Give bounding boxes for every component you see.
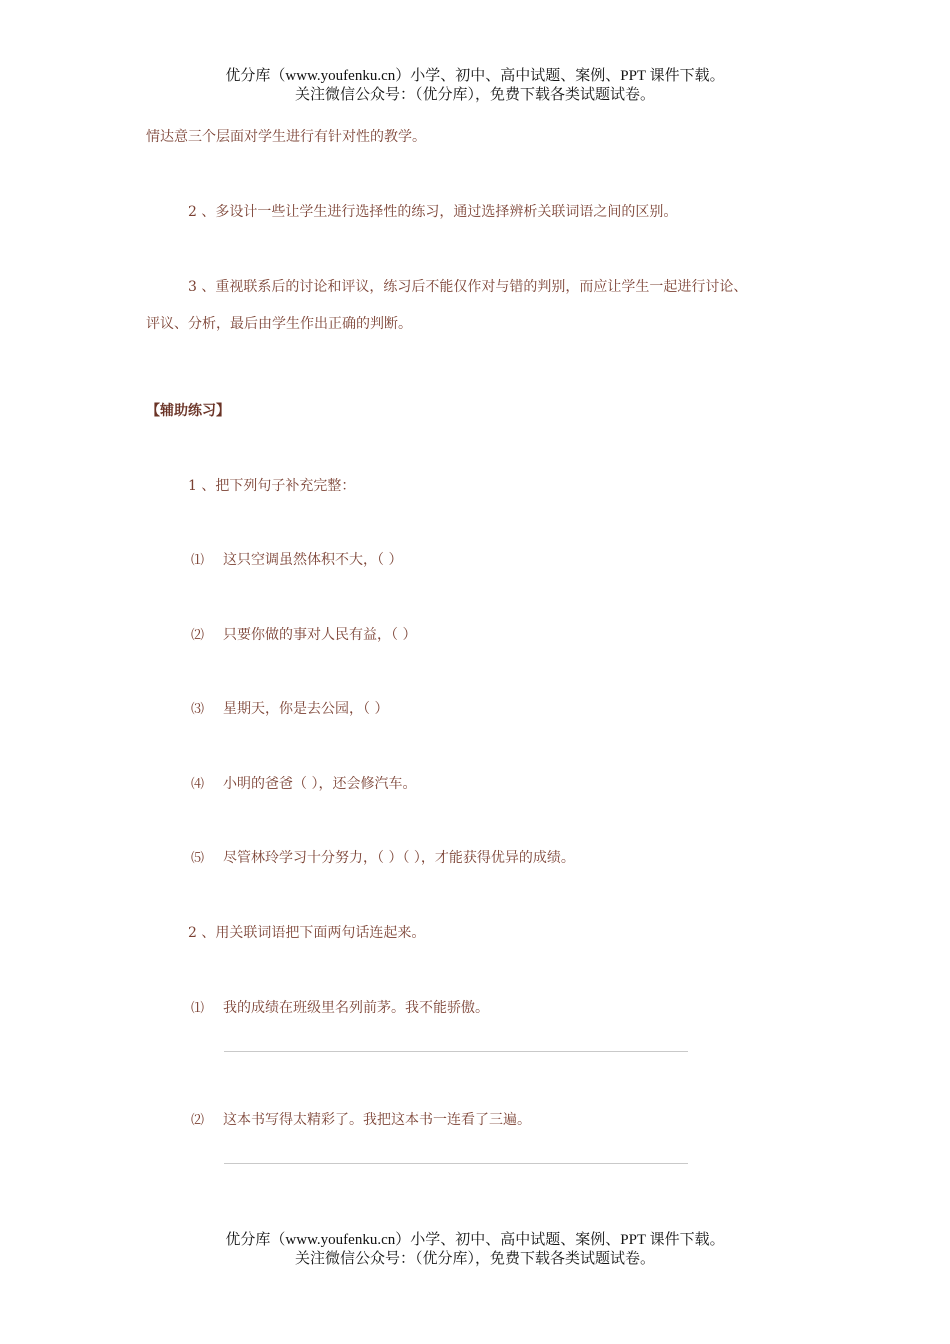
item-text: 我的成绩在班级里名列前茅。我不能骄傲。 [223, 1000, 489, 1016]
item-number: ⑵ [191, 628, 205, 643]
page-footer-line-2: 关注微信公众号：（优分库），免费下载各类试题试卷。 [294, 1251, 655, 1267]
exercise-1-item [191, 849, 575, 868]
item-text: 只要你做的事对人民有益，（ ） [223, 627, 417, 643]
exercise-2-item [191, 999, 489, 1018]
item-number: ⑴ [191, 553, 205, 568]
exercise-1-item [191, 700, 388, 719]
teaching-point-3-line-1: 3 、重视联系后的讨论和评议，练习后不能仅作对与错的判别，而应让学生一起进行讨论、 [188, 279, 748, 295]
item-text: 星期天，你是去公园，（ ） [223, 701, 389, 717]
page-footer-line-1: 优分库（www.youfenku.cn）小学、初中、高中试题、案例、PPT 课件下载。 [225, 1232, 725, 1248]
exercise-1-item [191, 626, 416, 645]
exercise-1-item [191, 775, 416, 794]
answer-line [224, 1051, 688, 1052]
section-title-auxiliary-practice: 【辅助练习】 [146, 403, 230, 419]
exercise-1-item [191, 551, 402, 570]
exercise-2-title: 2 、用关联词语把下面两句话连起来。 [188, 925, 426, 941]
item-number: ⑵ [191, 1113, 205, 1128]
answer-line [224, 1163, 688, 1164]
item-number: ⑷ [191, 777, 205, 792]
teaching-point-2: 2 、多设计一些让学生进行选择性的练习，通过选择辨析关联词语之间的区别。 [188, 204, 678, 220]
exercise-2-item [191, 1111, 531, 1130]
exercise-1-title: 1 、把下列句子补充完整： [188, 478, 356, 494]
item-text: 尽管林玲学习十分努力，（ ）（ ），才能获得优异的成绩。 [223, 850, 575, 866]
page-header-line-1: 优分库（www.youfenku.cn）小学、初中、高中试题、案例、PPT 课件下载。 [225, 68, 725, 84]
item-text: 这只空调虽然体积不大，（ ） [223, 552, 403, 568]
item-text: 这本书写得太精彩了。我把这本书一连看了三遍。 [223, 1112, 531, 1128]
continued-paragraph: 情达意三个层面对学生进行有针对性的教学。 [146, 129, 426, 145]
item-number: ⑴ [191, 1001, 205, 1016]
item-number: ⑸ [191, 851, 205, 866]
page-header-line-2: 关注微信公众号：（优分库），免费下载各类试题试卷。 [294, 87, 655, 103]
item-number: ⑶ [191, 702, 205, 717]
teaching-point-3-line-2: 评议、分析，最后由学生作出正确的判断。 [146, 316, 412, 332]
item-text: 小明的爸爸（ ），还会修汽车。 [223, 776, 417, 792]
